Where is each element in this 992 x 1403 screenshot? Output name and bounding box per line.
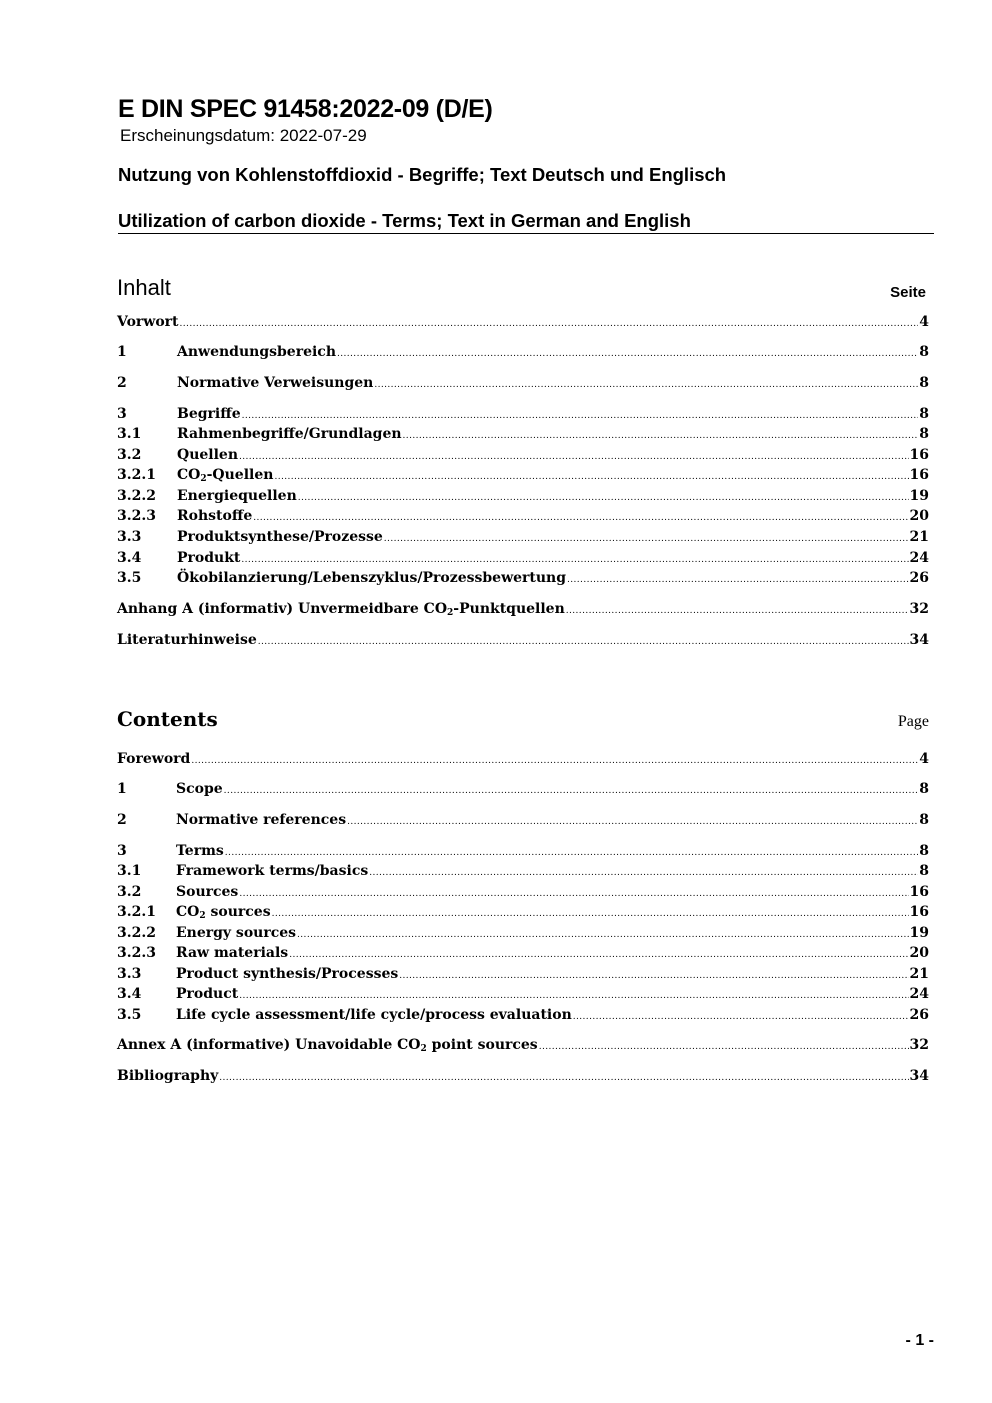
toc-entry-number: 1: [117, 344, 127, 360]
toc-entry[interactable]: [117, 1068, 929, 1088]
toc-entry-number: 3.5: [117, 1007, 142, 1023]
toc-entry-number: 3.3: [117, 529, 142, 545]
dot-leader: [337, 349, 918, 359]
toc-entry-page: 19: [909, 925, 929, 941]
toc-entry-number: 3.5: [117, 570, 142, 586]
toc-entry[interactable]: [117, 406, 929, 426]
toc-entry-page: 8: [919, 812, 929, 828]
toc-entry-number: 3.4: [117, 986, 142, 1002]
toc-entry-page: 16: [909, 904, 929, 920]
publication-date: Erscheinungsdatum: 2022-07-29: [120, 126, 367, 145]
toc-entry[interactable]: [117, 945, 929, 965]
toc-entry-page: 16: [909, 467, 929, 483]
toc-entry[interactable]: [117, 966, 929, 986]
toc-entry-label: Terms: [176, 843, 224, 859]
title-english: Utilization of carbon dioxide - Terms; Text in German and English: [118, 210, 691, 231]
toc-title: Inhalt: [117, 275, 171, 300]
toc-entry-page: 16: [909, 884, 929, 900]
toc-entry[interactable]: [117, 843, 929, 863]
toc-entry-number: 3.2.1: [117, 467, 156, 483]
toc-entry-number: 3.1: [117, 863, 142, 879]
dot-leader: [297, 930, 908, 940]
dot-leader: [573, 1012, 909, 1022]
toc-entry-number: 3.4: [117, 550, 142, 566]
dot-leader: [539, 1042, 909, 1052]
dot-leader: [374, 380, 918, 390]
toc-entry-label: Begriffe: [177, 406, 241, 422]
toc-entry[interactable]: [117, 812, 929, 832]
toc-entry-page: 20: [909, 508, 929, 524]
toc-entry-number: 2: [117, 812, 127, 828]
toc-entry-label: $CO_2$-Quellen: [177, 467, 274, 484]
toc-page-label: Seite: [890, 284, 926, 301]
toc-entry-label: Energy sources: [176, 925, 297, 941]
toc-entry-label: Framework terms/basics: [176, 863, 369, 879]
toc-entry-page: 8: [919, 843, 929, 859]
title-rule: [118, 233, 934, 234]
dot-leader: [272, 909, 909, 919]
toc-entry[interactable]: [117, 781, 929, 801]
dot-leader: [242, 411, 919, 421]
dot-leader: [253, 513, 908, 523]
dot-leader: [274, 472, 908, 482]
toc-entry[interactable]: [117, 1037, 929, 1057]
toc-entry[interactable]: [117, 426, 929, 446]
toc-entry[interactable]: [117, 1007, 929, 1027]
title-german: Nutzung von Kohlenstoffdioxid - Begriffe; Text Deutsch und Englisch: [118, 164, 727, 185]
toc-entry-number: 3.2.1: [117, 904, 156, 920]
toc-entry[interactable]: [117, 447, 929, 467]
toc-heading-german: [117, 271, 930, 301]
dot-leader: [399, 971, 908, 981]
toc-entry[interactable]: [117, 344, 929, 364]
toc-entry-number: 3: [117, 406, 127, 422]
toc-entry-label: Energiequellen: [177, 488, 297, 504]
toc-entry-number: 3.2.3: [117, 508, 156, 524]
dot-leader: [384, 534, 909, 544]
toc-entry-label: Foreword: [117, 751, 191, 767]
toc-entry-label: Normative references: [176, 812, 347, 828]
toc-entry[interactable]: [117, 601, 929, 621]
toc-entry-page: 32: [909, 1037, 929, 1053]
toc-entry[interactable]: [117, 632, 929, 652]
toc-title: Contents: [117, 707, 218, 731]
toc-entry[interactable]: [117, 925, 929, 945]
toc-entry-label: Normative Verweisungen: [177, 375, 374, 391]
dot-leader: [191, 756, 918, 766]
toc-entry-page: 8: [919, 344, 929, 360]
toc-entry-number: 3.2.2: [117, 488, 156, 504]
toc-entry-label: Rahmenbegriffe/Grundlagen: [177, 426, 402, 442]
toc-entry-number: 1: [117, 781, 127, 797]
toc-entry-label: Ökobilanzierung/Lebenszyklus/Prozessbewertung: [177, 570, 567, 586]
toc-entry-page: 26: [909, 570, 929, 586]
toc-entry[interactable]: [117, 488, 929, 508]
toc-entry[interactable]: [117, 550, 929, 570]
toc-entry-page: 21: [909, 529, 929, 545]
dot-leader: [180, 319, 919, 329]
toc-entry-label: Life cycle assessment/life cycle/process evaluation: [176, 1007, 572, 1023]
toc-entry-label: $CO_2$ sources: [176, 904, 271, 921]
toc-entry-label: Raw materials: [176, 945, 289, 961]
toc-entry-page: 19: [909, 488, 929, 504]
toc-entry-label: Scope: [176, 781, 223, 797]
dot-leader: [225, 848, 918, 858]
document-id: E DIN SPEC 91458:2022-09 (D/E): [118, 95, 493, 123]
page-number: - 1 -: [905, 1332, 934, 1349]
toc-entry[interactable]: [117, 508, 929, 528]
toc-entry[interactable]: [117, 570, 929, 590]
toc-entry-number: 3.3: [117, 966, 142, 982]
dot-leader: [298, 493, 909, 503]
dot-leader: [289, 950, 908, 960]
toc-entry-label: Quellen: [177, 447, 239, 463]
toc-entry-page: 32: [909, 601, 929, 617]
toc-entry[interactable]: [117, 863, 929, 883]
toc-entry-number: 3.2: [117, 884, 142, 900]
toc-entry-label: Product synthesis/Processes: [176, 966, 399, 982]
dot-leader: [239, 991, 908, 1001]
dot-leader: [566, 606, 909, 616]
dot-leader: [369, 868, 918, 878]
dot-leader: [239, 889, 908, 899]
toc-entry-label: Rohstoffe: [177, 508, 253, 524]
toc-entry-page: 20: [909, 945, 929, 961]
toc-entry-label: Anwendungsbereich: [177, 344, 336, 360]
dot-leader: [241, 555, 908, 565]
toc-entry[interactable]: [117, 751, 929, 771]
toc-entry-page: 21: [909, 966, 929, 982]
toc-entry-page: 8: [919, 781, 929, 797]
toc-entry-number: 3: [117, 843, 127, 859]
toc-entry-page: 8: [919, 375, 929, 391]
toc-entry[interactable]: [117, 986, 929, 1006]
toc-entry-label: Product: [176, 986, 239, 1002]
dot-leader: [403, 431, 919, 441]
toc-entry-page: 8: [919, 863, 929, 879]
toc-entry-label: Produktsynthese/Prozesse: [177, 529, 383, 545]
dot-leader: [224, 786, 919, 796]
toc-entry-page: 4: [919, 314, 929, 330]
toc-entry[interactable]: [117, 884, 929, 904]
toc-entry-page: 24: [909, 550, 929, 566]
toc-entry-page: 24: [909, 986, 929, 1002]
toc-entry[interactable]: [117, 904, 929, 924]
toc-entry[interactable]: [117, 467, 929, 487]
toc-entry-page: 8: [919, 406, 929, 422]
toc-entry-page: 34: [909, 632, 929, 648]
toc-entry[interactable]: [117, 375, 929, 395]
toc-entry-page: 16: [909, 447, 929, 463]
toc-entry-number: 3.2: [117, 447, 142, 463]
toc-entry-number: 2: [117, 375, 127, 391]
toc-entry[interactable]: [117, 529, 929, 549]
toc-entry-number: 3.2.3: [117, 945, 156, 961]
toc-entry-label: Bibliography: [117, 1068, 219, 1084]
toc-entry-number: 3.2.2: [117, 925, 156, 941]
toc-entry-label: Annex A (informative) Unavoidable $CO_2$ point sources: [117, 1037, 538, 1054]
toc-entry-page: 26: [909, 1007, 929, 1023]
toc-entry-label: Anhang A (informativ) Unvermeidbare $CO_2$-Punktquellen: [117, 601, 565, 618]
toc-page-label: Page: [897, 713, 929, 730]
toc-entry-page: 34: [909, 1068, 929, 1084]
dot-leader: [347, 817, 918, 827]
toc-entry[interactable]: [117, 314, 929, 334]
toc-entry-page: 8: [919, 426, 929, 442]
dot-leader: [239, 452, 909, 462]
toc-entry-label: Sources: [176, 884, 239, 900]
toc-entry-page: 4: [919, 751, 929, 767]
toc-entry-label: Vorwort: [117, 314, 179, 330]
toc-entry-number: 3.1: [117, 426, 142, 442]
toc-entry-label: Literaturhinweise: [117, 632, 257, 648]
dot-leader: [567, 575, 909, 585]
toc-heading-english: [117, 701, 930, 731]
toc-entry-label: Produkt: [177, 550, 241, 566]
dot-leader: [219, 1073, 908, 1083]
dot-leader: [258, 637, 909, 647]
